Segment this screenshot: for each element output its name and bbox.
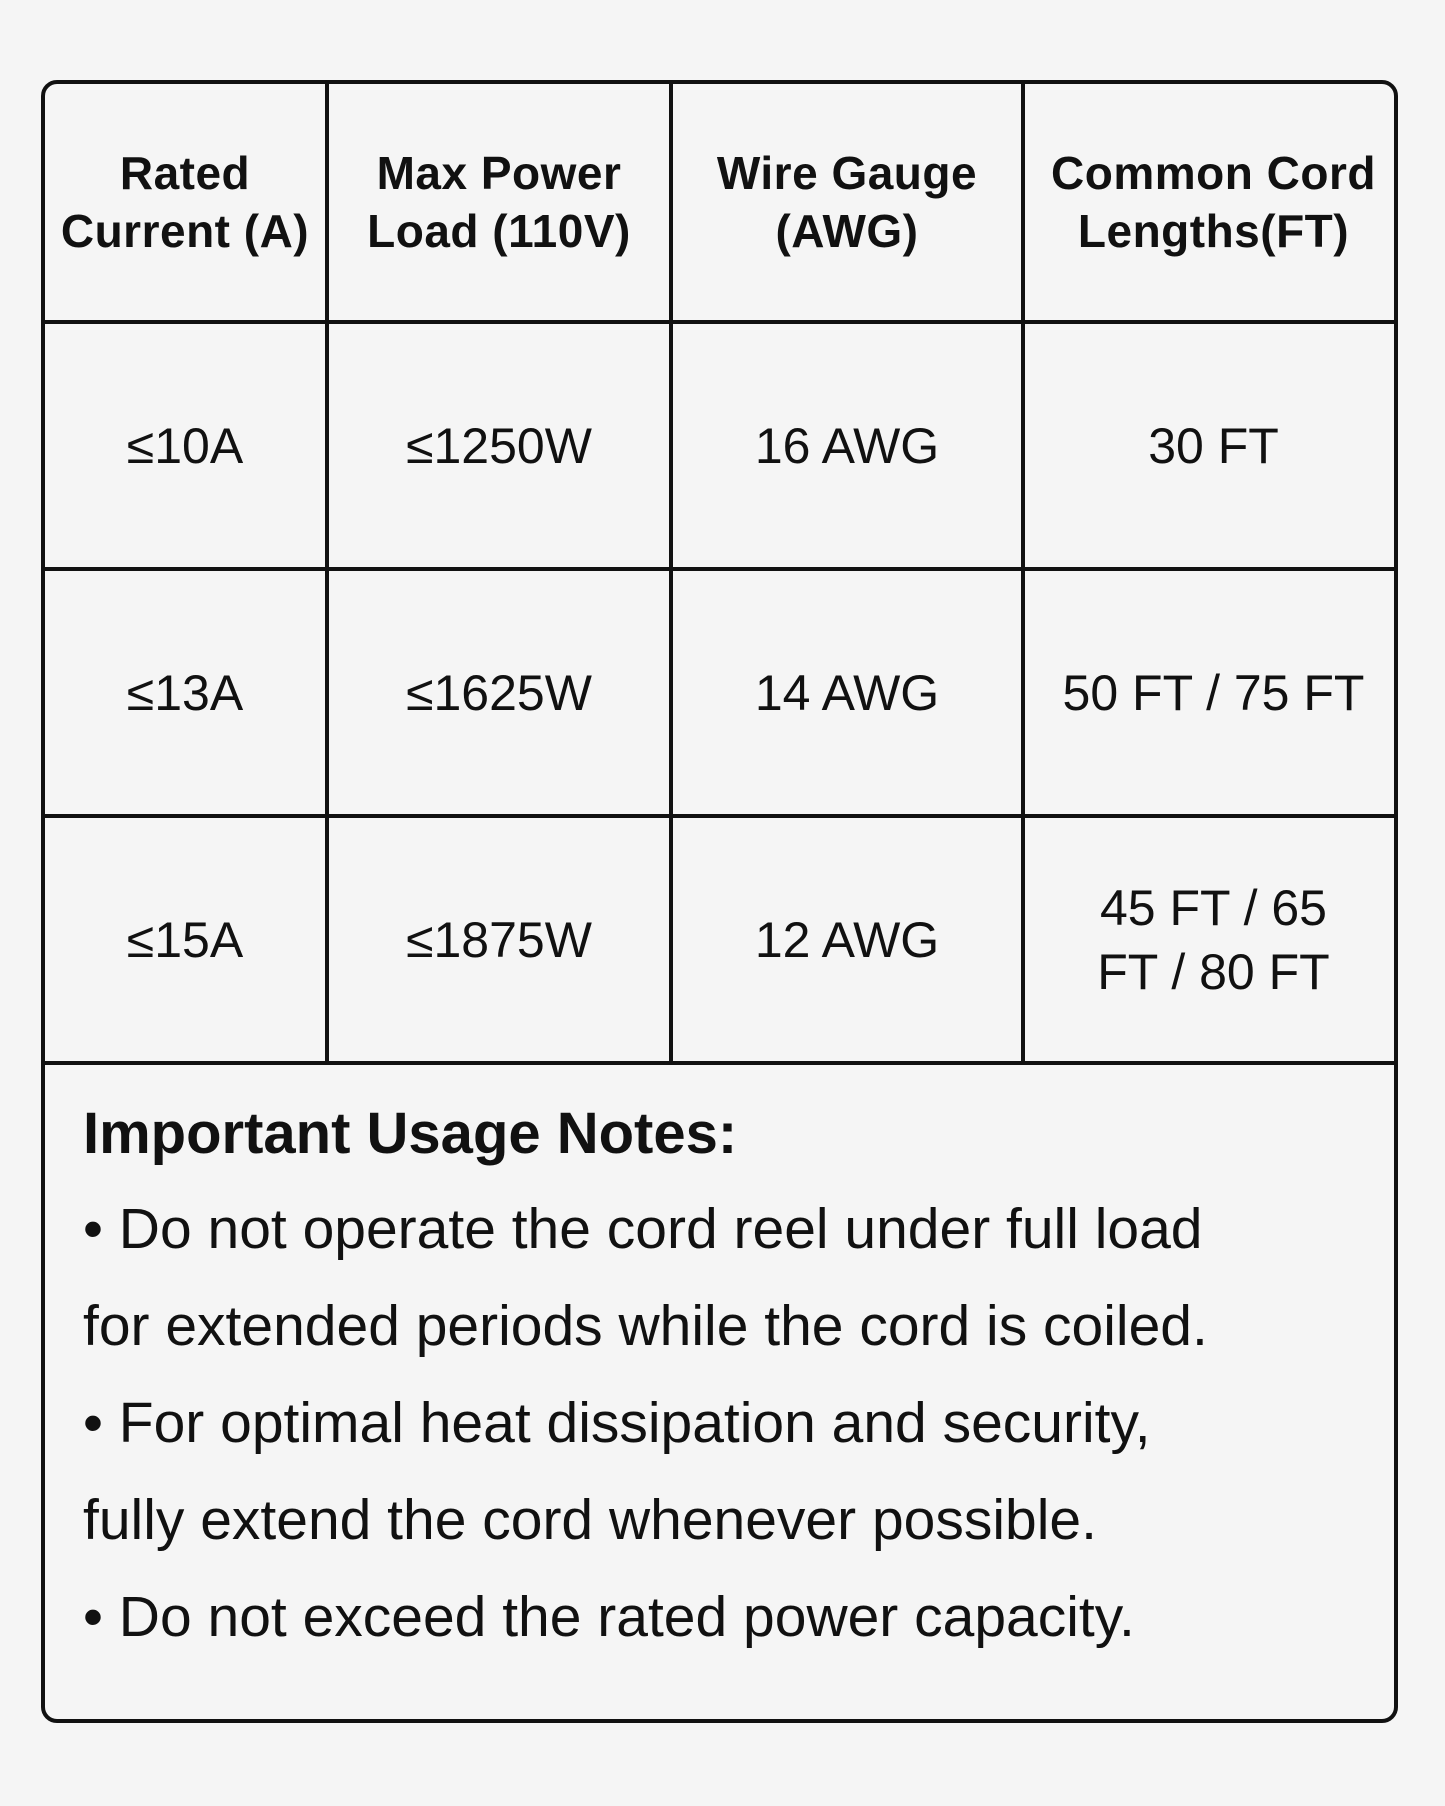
- spec-card: [41, 80, 1398, 1723]
- cell-gauge: 12 AWG: [671, 816, 1023, 1063]
- note-line: • Do not operate the cord reel under full load: [83, 1197, 1203, 1261]
- header-line: Common Cord: [1051, 147, 1376, 199]
- cell-current: ≤10A: [45, 322, 327, 569]
- header-line: Current (A): [60, 205, 310, 257]
- header-line: Rated: [119, 147, 251, 199]
- usage-notes: [45, 1065, 1394, 1666]
- cell-lengths: [1023, 569, 1398, 816]
- header-line: Wire Gauge: [716, 147, 978, 199]
- table-row: [45, 569, 1398, 816]
- header-cord-lengths: [1023, 84, 1398, 322]
- cell-lengths-line: 45 FT / 65: [1100, 879, 1327, 936]
- cell-power: ≤1250W: [327, 322, 671, 569]
- header-max-power: [327, 84, 671, 322]
- cell-lengths-line: 30 FT: [1148, 417, 1279, 474]
- header-line: Max Power: [376, 147, 622, 199]
- cell-lengths: [1023, 322, 1398, 569]
- spec-table: [45, 84, 1398, 1065]
- note-line: • Do not exceed the rated power capacity.: [83, 1585, 1135, 1649]
- note-item: [83, 1375, 1356, 1569]
- header-wire-gauge: [671, 84, 1023, 322]
- cell-power: ≤1625W: [327, 569, 671, 816]
- header-row: [45, 84, 1398, 322]
- header-line: (AWG): [775, 205, 919, 257]
- table-row: [45, 816, 1398, 1063]
- note-item: [83, 1181, 1356, 1375]
- notes-title: Important Usage Notes:: [83, 1101, 738, 1166]
- table-row: [45, 322, 1398, 569]
- cell-lengths-line: FT / 80 FT: [1097, 943, 1330, 1000]
- cell-lengths: [1023, 816, 1398, 1063]
- header-line: Lengths(FT): [1077, 205, 1350, 257]
- note-item: [83, 1569, 1356, 1666]
- note-line: • For optimal heat dissipation and security,: [83, 1391, 1151, 1455]
- cell-current: ≤15A: [45, 816, 327, 1063]
- cell-power: ≤1875W: [327, 816, 671, 1063]
- note-line: fully extend the cord whenever possible.: [83, 1488, 1097, 1552]
- header-rated-current: [45, 84, 327, 322]
- cell-current: ≤13A: [45, 569, 327, 816]
- header-line: Load (110V): [367, 205, 631, 257]
- note-line: for extended periods while the cord is coiled.: [83, 1294, 1208, 1358]
- cell-gauge: 16 AWG: [671, 322, 1023, 569]
- cell-lengths-line: 50 FT / 75 FT: [1062, 664, 1365, 721]
- cell-gauge: 14 AWG: [671, 569, 1023, 816]
